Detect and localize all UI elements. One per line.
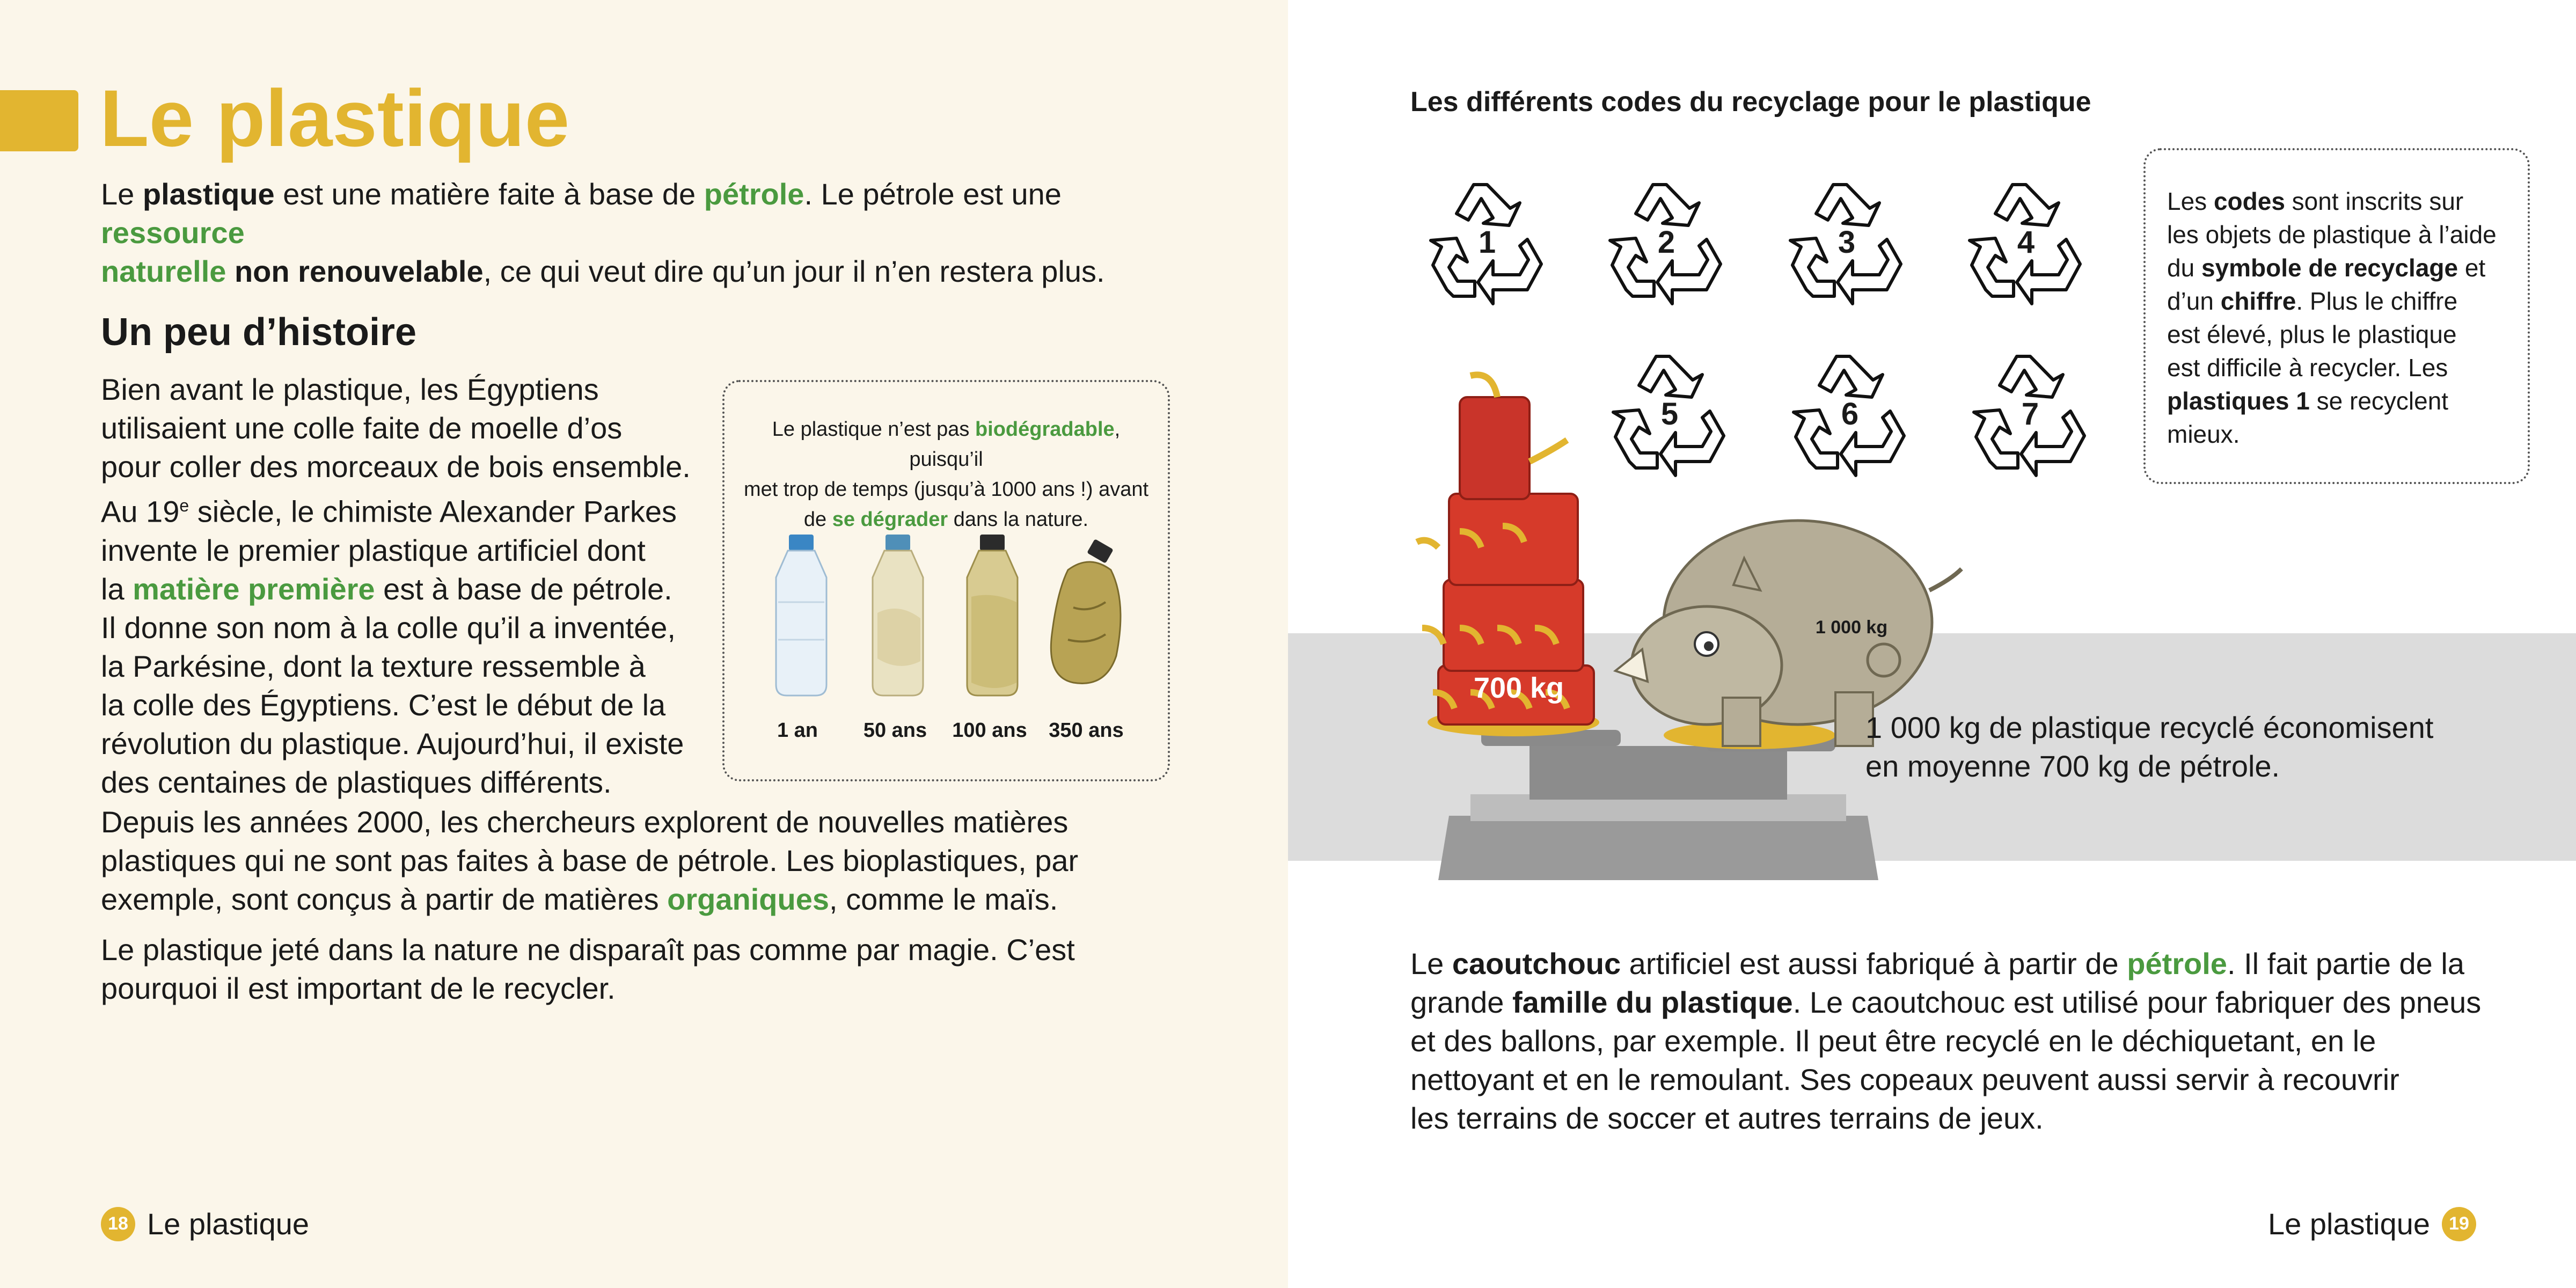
term-plastiques-1: plastiques 1	[2167, 387, 2310, 415]
box-line: . Plus le chiffre	[2296, 287, 2458, 315]
term-organiques: organiques	[667, 882, 829, 916]
box-line: se recyclent	[2309, 387, 2449, 415]
term-chiffre: chiffre	[2220, 287, 2296, 315]
recycling-code-2-icon	[1594, 170, 1739, 314]
box-text-line: met trop de temps (jusqu’à 1000 ans !) avant	[743, 478, 1149, 501]
page-number-badge: 18	[101, 1207, 135, 1241]
code-number: 3	[1838, 224, 1856, 260]
paragraph-line: nettoyant et en le remoulant. Ses copeaux peuvent aussi servir à recouvrir	[1410, 1063, 2399, 1096]
scale-caption	[1865, 708, 2433, 786]
term-se-degrader: se dégrader	[832, 508, 948, 531]
paragraph-line: et des ballons, par exemple. Il peut être recyclé en le déchiquetant, en le	[1410, 1024, 2376, 1058]
intro-text: est une matière faite à base de	[274, 177, 704, 211]
recycling-code-4-icon	[1953, 170, 2098, 314]
code-number: 1	[1478, 224, 1496, 260]
caption-line: en moyenne 700 kg de pétrole.	[1865, 749, 2280, 783]
right-page	[1288, 0, 2576, 1288]
jerrycan-weight-label: 700 kg	[1473, 672, 1564, 704]
term-matiere-premiere: matière première	[133, 572, 375, 606]
intro-text: , ce qui veut dire qu’un jour il n’en restera plus.	[483, 254, 1105, 288]
bioplastics-paragraph	[101, 803, 1228, 919]
intro-term-non-renouvelable: non renouvelable	[226, 254, 484, 288]
box-line: du	[2167, 254, 2201, 282]
box-text-line: dans la nature.	[948, 508, 1089, 531]
recycling-codes-heading: Les différents codes du recyclage pour le plastique	[1410, 86, 2091, 118]
paragraph-line: plastiques qui ne sont pas faites à base de pétrole. Les bioplastiques, par	[101, 844, 1079, 877]
code-number: 6	[1841, 396, 1859, 431]
term-symbole: symbole de recyclage	[2201, 254, 2458, 282]
box-text-line: , puisqu’il	[909, 418, 1121, 471]
term-petrole: pétrole	[2127, 947, 2227, 980]
paragraph-line: Le	[1410, 947, 1452, 980]
box-line: est difficile à recycler. Les	[2167, 354, 2448, 382]
history-line: révolution du plastique. Aujourd’hui, il existe	[101, 726, 684, 760]
intro-text: Le	[101, 177, 143, 211]
code-number: 2	[1657, 224, 1675, 260]
box-line: est élevé, plus le plastique	[2167, 320, 2457, 348]
intro-term-ressource: ressource	[101, 216, 245, 250]
scale-illustration	[1406, 365, 2072, 891]
intro-term-naturelle: naturelle	[101, 254, 226, 288]
history-line: la	[101, 572, 133, 606]
history-line: la colle des Égyptiens. C’est le début de la	[101, 687, 666, 722]
codes-info-box	[2143, 148, 2530, 484]
box-text-line: de	[803, 508, 832, 531]
history-line: invente le premier plastique artificiel dont	[101, 533, 646, 567]
caption-line: 1 000 kg de plastique recyclé économisent	[1865, 711, 2434, 744]
recycling-code-3-icon	[1774, 170, 1919, 314]
page-number-badge: 19	[2442, 1207, 2476, 1241]
history-line: des centaines de plastiques différents.	[101, 765, 612, 799]
bottle-100-years-icon	[967, 535, 1018, 696]
superscript: e	[179, 496, 189, 515]
term-famille-du-plastique: famille du plastique	[1512, 985, 1793, 1019]
intro-text: . Le pétrole est une	[804, 177, 1062, 211]
page-footer-right	[2268, 1206, 2476, 1241]
box-line: d’un	[2167, 287, 2221, 315]
paragraph-line: artificiel est aussi fabriqué à partir de	[1621, 947, 2127, 980]
rhino-weight-label: 1 000 kg	[1815, 617, 1888, 638]
paragraph-line: . Le caoutchouc est utilisé pour fabriquer des pneus	[1792, 985, 2482, 1019]
intro-term-plastique: plastique	[142, 177, 275, 211]
codes-box-text	[2167, 185, 2497, 451]
code-number: 7	[2021, 396, 2039, 431]
box-line: Les	[2167, 187, 2214, 215]
paragraph-line: , comme le maïs.	[829, 882, 1058, 916]
history-line: pour coller des morceaux de bois ensemble.	[101, 450, 691, 484]
paragraph-line: grande	[1410, 985, 1512, 1019]
bottle-label: 1 an	[777, 719, 818, 742]
paragraph-line: pourquoi il est important de le recycler.	[101, 971, 616, 1005]
intro-paragraph	[101, 175, 1201, 291]
biodegradable-info-box	[722, 380, 1170, 781]
history-line: utilisaient une colle faite de moelle d’os	[101, 411, 623, 445]
page-footer-left	[101, 1206, 309, 1241]
term-codes: codes	[2213, 187, 2285, 215]
intro-term-petrole: pétrole	[704, 177, 804, 211]
term-biodegradable: biodégradable	[975, 418, 1115, 441]
paragraph-line: Depuis les années 2000, les chercheurs explorent de nouvelles matières	[101, 805, 1069, 839]
code-number: 5	[1660, 396, 1679, 431]
box-line: sont inscrits sur	[2285, 187, 2464, 215]
history-line: est à base de pétrole.	[375, 572, 672, 606]
history-line: siècle, le chimiste Alexander Parkes	[189, 494, 677, 529]
history-line: Il donne son nom à la colle qu’il a inventée,	[101, 610, 676, 645]
history-line: Bien avant le plastique, les Égyptiens	[101, 372, 599, 406]
bottle-label: 350 ans	[1049, 719, 1124, 742]
recycling-code-1-icon	[1415, 170, 1560, 314]
scale-base-icon	[1438, 730, 1878, 880]
history-line: la Parkésine, dont la texture ressemble à	[101, 649, 646, 683]
footer-label: Le plastique	[2268, 1207, 2431, 1241]
bottle-50-years-icon	[873, 535, 923, 696]
box-line: mieux.	[2167, 420, 2240, 448]
history-line: Au 19	[101, 494, 180, 529]
paragraph-line: exemple, sont conçus à partir de matières	[101, 882, 668, 916]
box-text	[735, 414, 1157, 535]
history-paragraph	[101, 370, 723, 802]
bottle-350-years-icon	[1051, 539, 1121, 683]
recycling-importance-paragraph	[101, 931, 1228, 1008]
rubber-paragraph	[1410, 945, 2516, 1138]
box-text-line: Le plastique n’est pas	[772, 418, 975, 441]
paragraph-line: les terrains de soccer et autres terrains de jeux.	[1410, 1101, 2044, 1135]
chapter-accent-tab	[0, 90, 78, 151]
paragraph-line: Le plastique jeté dans la nature ne disparaît pas comme par magie. C’est	[101, 933, 1075, 967]
box-line: et	[2458, 254, 2486, 282]
bottle-decay-illustration	[724, 532, 1168, 704]
bottle-label: 50 ans	[863, 719, 927, 742]
footer-label: Le plastique	[147, 1207, 310, 1241]
box-line: les objets de plastique à l’aide	[2167, 221, 2497, 248]
history-heading: Un peu d’histoire	[101, 311, 417, 354]
bottle-label: 100 ans	[952, 719, 1027, 742]
paragraph-line: . Il fait partie de la	[2227, 947, 2464, 980]
page-title: Le plastique	[100, 73, 570, 163]
code-number: 4	[2017, 224, 2035, 260]
bottle-new-icon	[776, 535, 826, 696]
term-caoutchouc: caoutchouc	[1452, 947, 1621, 980]
